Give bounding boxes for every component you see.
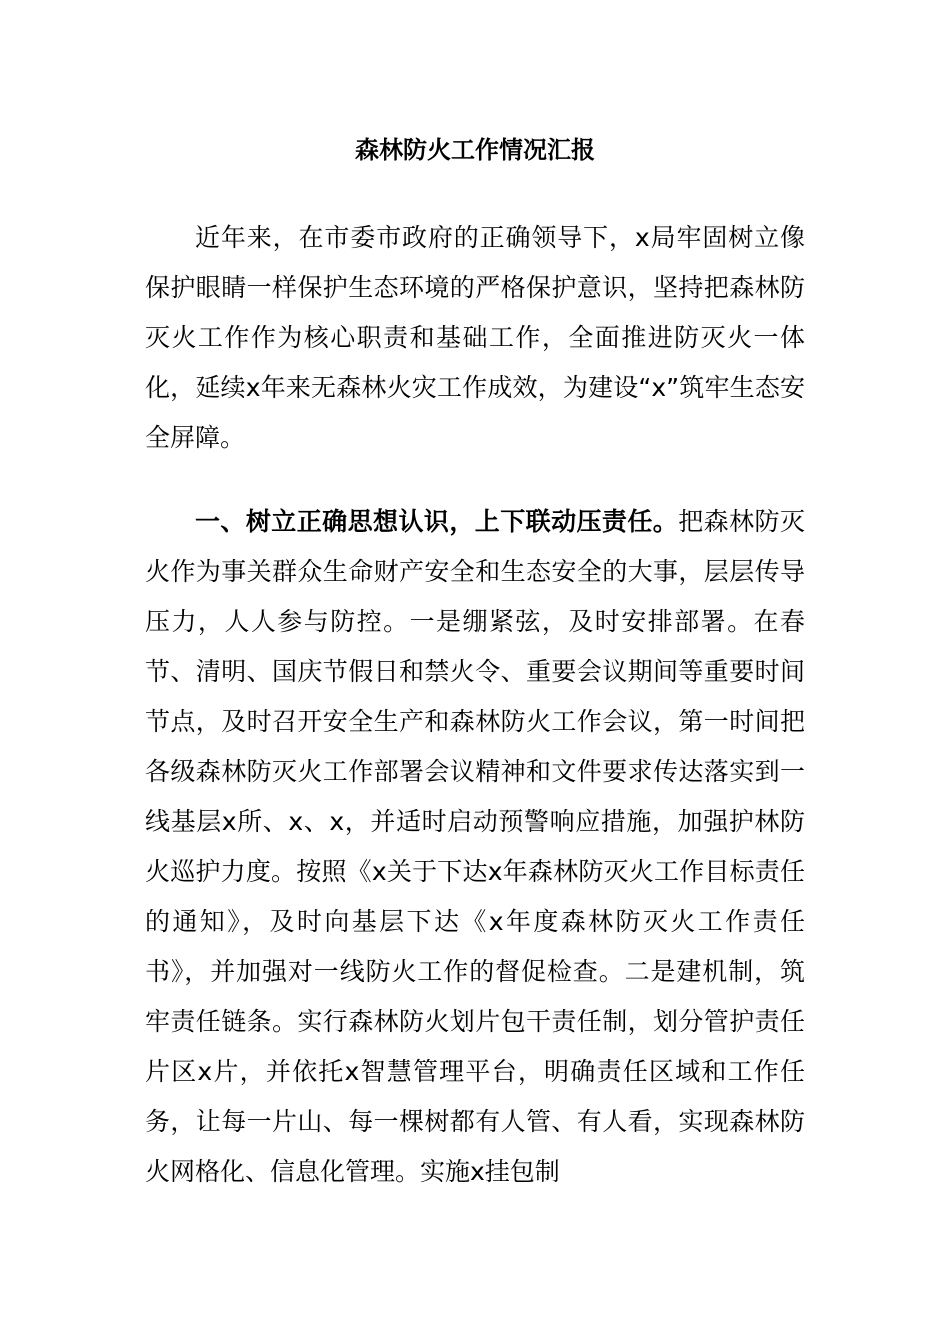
paragraph-intro-text: 近年来，在市委市政府的正确领导下，x局牢固树立像保护眼睛一样保护生态环境的严格保护意识，坚持把森林防灭火工作作为核心职责和基础工作，全面推进防灭火一体化，延续x年来无森林火灾工作成效，为建设“x”筑牢生态安全屏障。 — [145, 223, 805, 452]
paragraph-intro — [145, 213, 805, 463]
section-one-text: 把森林防灭火作为事关群众生命财产安全和生态安全的大事，层层传导压力，人人参与防控。一是绷紧弦，及时安排部署。在春节、清明、国庆节假日和禁火令、重要会议期间等重要时间节点，及时召开安全生产和森林防火工作会议，第一时间把各级森林防灭火工作部署会议精神和文件要求传达落实到一线基层x所、x、x，并适时启动预警响应措施，加强护林防火巡护力度。按照《x关于下达x年森林防灭火工作目标责任的通知》，及时向基层下达《x年度森林防灭火工作责任书》，并加强对一线防火工作的督促检查。二是建机制，筑牢责任链条。实行森林防火划片包干责任制，划分管护责任片区x片，并依托x智慧管理平台，明确责任区域和工作任务，让每一片山、每一棵树都有人管、有人看，实现森林防火网格化、信息化管理。实施x挂包制 — [145, 507, 805, 1186]
section-one-heading: 一、树立正确思想认识，上下联动压责任。 — [195, 507, 679, 536]
paragraph-section-one — [145, 497, 805, 1197]
document-title: 森林防火工作情况汇报 — [355, 136, 595, 164]
